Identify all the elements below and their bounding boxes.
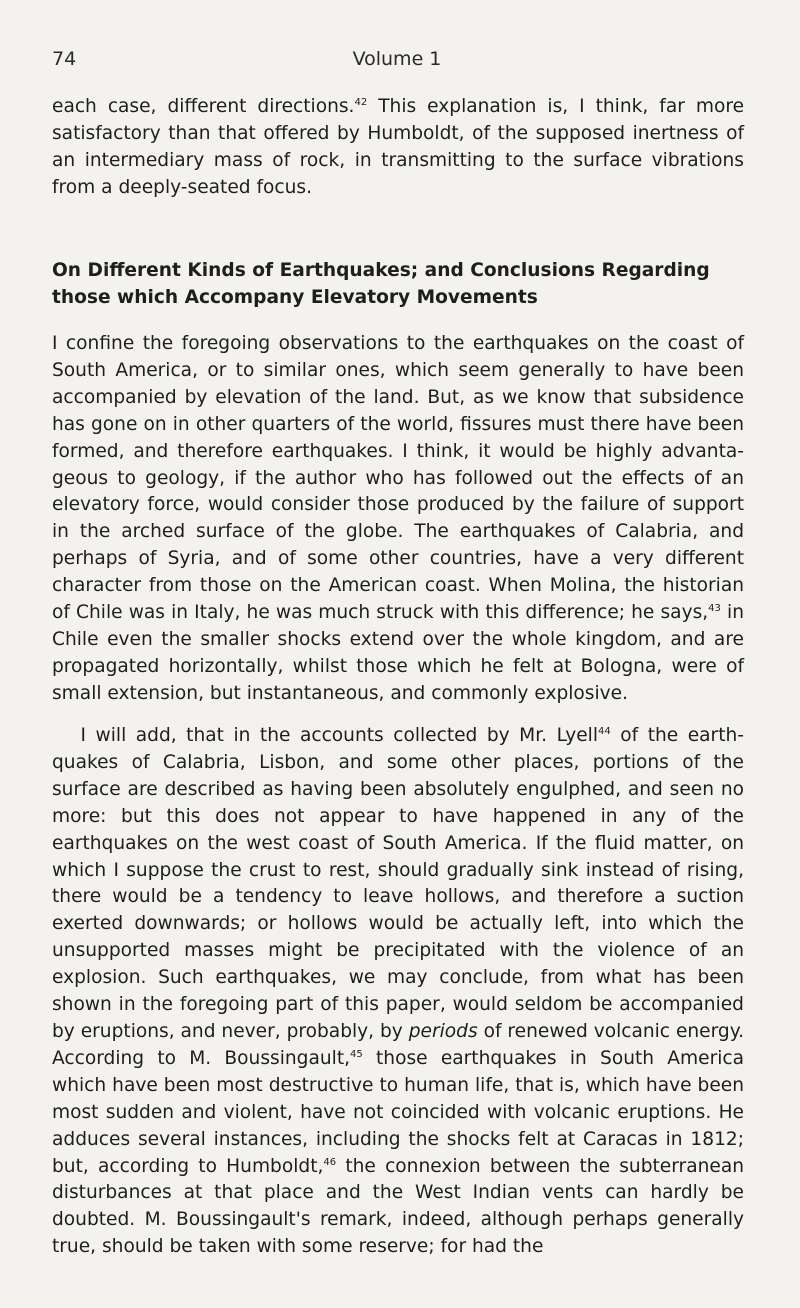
emphasis-periods: periods xyxy=(408,1020,478,1042)
footnote-ref-45: 45 xyxy=(350,1048,363,1060)
running-header xyxy=(52,48,742,76)
paragraph-3-text-a: I will add, that in the accounts collected by Mr. Lyell xyxy=(80,725,599,746)
paragraph-2-text-a: I confine the foregoing observations to the earthquakes on the coast of South America, or to similar ones, which seem generally to have been accompanied by elevation of the land. But, as we know that subsidence has gone on in other quarters of the world, fissures must there have been formed, and therefore earthquakes. I think, it would be highly advanta-geous to geology, if the author who has followed out the effects of an elevatory force, would consider those produced by the failure of support in the arched surface of the globe. The earthquakes of Calabria, and perhaps of Syria, and of some other countries, have a very different character from those on the American coast. When Molina, the historian of Chile was in Italy, he was much struck with this difference; he says, xyxy=(52,333,744,624)
footnote-ref-46: 46 xyxy=(323,1156,337,1168)
page-number: 74 xyxy=(52,48,77,70)
volume-title: Volume 1 xyxy=(352,48,442,70)
footnote-ref-42: 42 xyxy=(354,97,368,108)
paragraph-3-text-e: the connexion between the subterranean disturbances at that place and the West Indian vents can hardly be doubted. M. Boussingault's remark, indeed, although perhaps generally true, should be taken with some reserve; for had the xyxy=(52,1155,744,1258)
paragraph-3-text-d: those earthquakes in South America which have been most destructive to human life, that is, which have been most sudden and violent, have not coincided with volcanic eruptions. He adduces several instances, including the shocks felt at Caracas in 1812; but, according to Humboldt, xyxy=(52,1047,744,1177)
paragraph-2-text-b: in Chile even the smaller shocks extend over the whole kingdom, and are propagated horizontally, whilst those which he felt at Bologna, were of small extension, but instantaneous, and commonly explosive. xyxy=(52,602,744,704)
paragraph-3 xyxy=(52,723,744,1261)
paragraph-1-text-b: This explanation is, I think, far more satisfactory than that offered by Humboldt, of the supposed inertness of an intermediary mass of rock, in transmitting to the surface vibrations from a deeply-seated focus. xyxy=(52,96,745,198)
paragraph-2 xyxy=(52,331,744,708)
section-heading: On Different Kinds of Earthquakes; and Conclusions Regarding those which Accompany Elevatory Movements xyxy=(52,260,710,308)
paragraph-1-text-a: each case, different directions. xyxy=(52,96,355,117)
paragraph-3-text-b: of the earth-quakes of Calabria, Lisbon, and some other places, portions of the surface are described as having been absolutely engulphed, and seen no more: but this does not appear to have happened in any of the earthquakes on the west coast of South America. If the fluid matter, on which I suppose the crust to rest, should gradually sink instead of rising, there would be a tendency to leave hollows, and therefore a suction exerted downwards; or hollows would be actually left, into which the unsupported masses might be precipitated with the violence of an explosion. Such earthquakes, we may conclude, from what has been shown in the foregoing part of this paper, would seldom be accompanied by eruptions, and never, probably, by xyxy=(52,725,744,1042)
footnote-ref-43: 43 xyxy=(708,603,721,615)
paragraph-3-text-c: of renewed volcanic energy. According to M. Boussingault, xyxy=(52,1020,744,1069)
footnote-ref-44: 44 xyxy=(598,726,611,737)
paragraph-1 xyxy=(52,94,744,202)
